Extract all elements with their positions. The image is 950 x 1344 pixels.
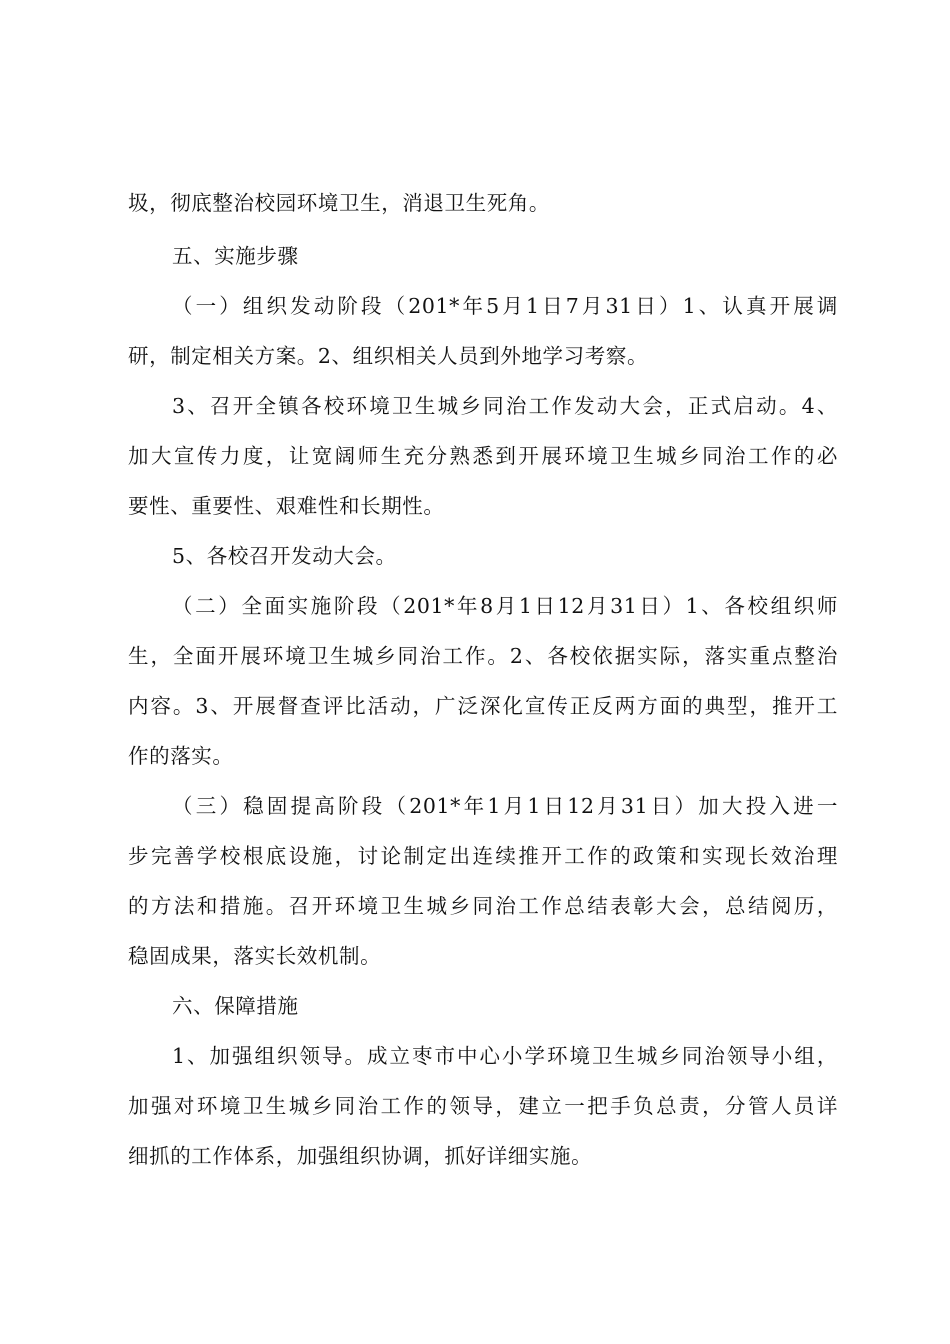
- paragraph-line: 1、加强组织领导。成立枣市中心小学环境卫生城乡同治领导小组，: [172, 1044, 838, 1068]
- paragraph-line: （二）全面实施阶段（201*年8月1日12月31日）1、各校组织师: [172, 594, 838, 618]
- paragraph-line: （一）组织发动阶段（201*年5月1日7月31日）1、认真开展调: [172, 294, 838, 318]
- paragraph-line: 生，全面开展环境卫生城乡同治工作。2、各校依据实际，落实重点整治: [128, 644, 838, 668]
- paragraph-line: 加大宣传力度，让宽阔师生充分熟悉到开展环境卫生城乡同治工作的必: [128, 444, 838, 468]
- paragraph-line: 的方法和措施。召开环境卫生城乡同治工作总结表彰大会，总结阅历，: [128, 894, 838, 918]
- paragraph-line: 稳固成果，落实长效机制。: [128, 944, 382, 968]
- paragraph-line: （三）稳固提高阶段（201*年1月1日12月31日）加大投入进一: [172, 794, 838, 818]
- paragraph-line: 要性、重要性、艰难性和长期性。: [128, 494, 445, 518]
- paragraph-line: 作的落实。: [128, 744, 234, 768]
- paragraph-line: 步完善学校根底设施，讨论制定出连续推开工作的政策和实现长效治理: [128, 844, 838, 868]
- section-heading: 六、保障措施: [172, 994, 299, 1018]
- paragraph-line: 圾，彻底整治校园环境卫生，消退卫生死角。: [128, 191, 550, 215]
- section-heading: 五、实施步骤: [172, 244, 299, 268]
- paragraph-line: 加强对环境卫生城乡同治工作的领导，建立一把手负总责，分管人员详: [128, 1094, 838, 1118]
- paragraph-line: 内容。3、开展督查评比活动，广泛深化宣传正反两方面的典型，推开工: [128, 694, 838, 718]
- paragraph-line: 细抓的工作体系，加强组织协调，抓好详细实施。: [128, 1144, 593, 1168]
- paragraph-line: 5、各校召开发动大会。: [172, 544, 397, 568]
- paragraph-line: 3、召开全镇各校环境卫生城乡同治工作发动大会，正式启动。4、: [172, 394, 838, 418]
- paragraph-line: 研，制定相关方案。2、组织相关人员到外地学习考察。: [128, 344, 649, 368]
